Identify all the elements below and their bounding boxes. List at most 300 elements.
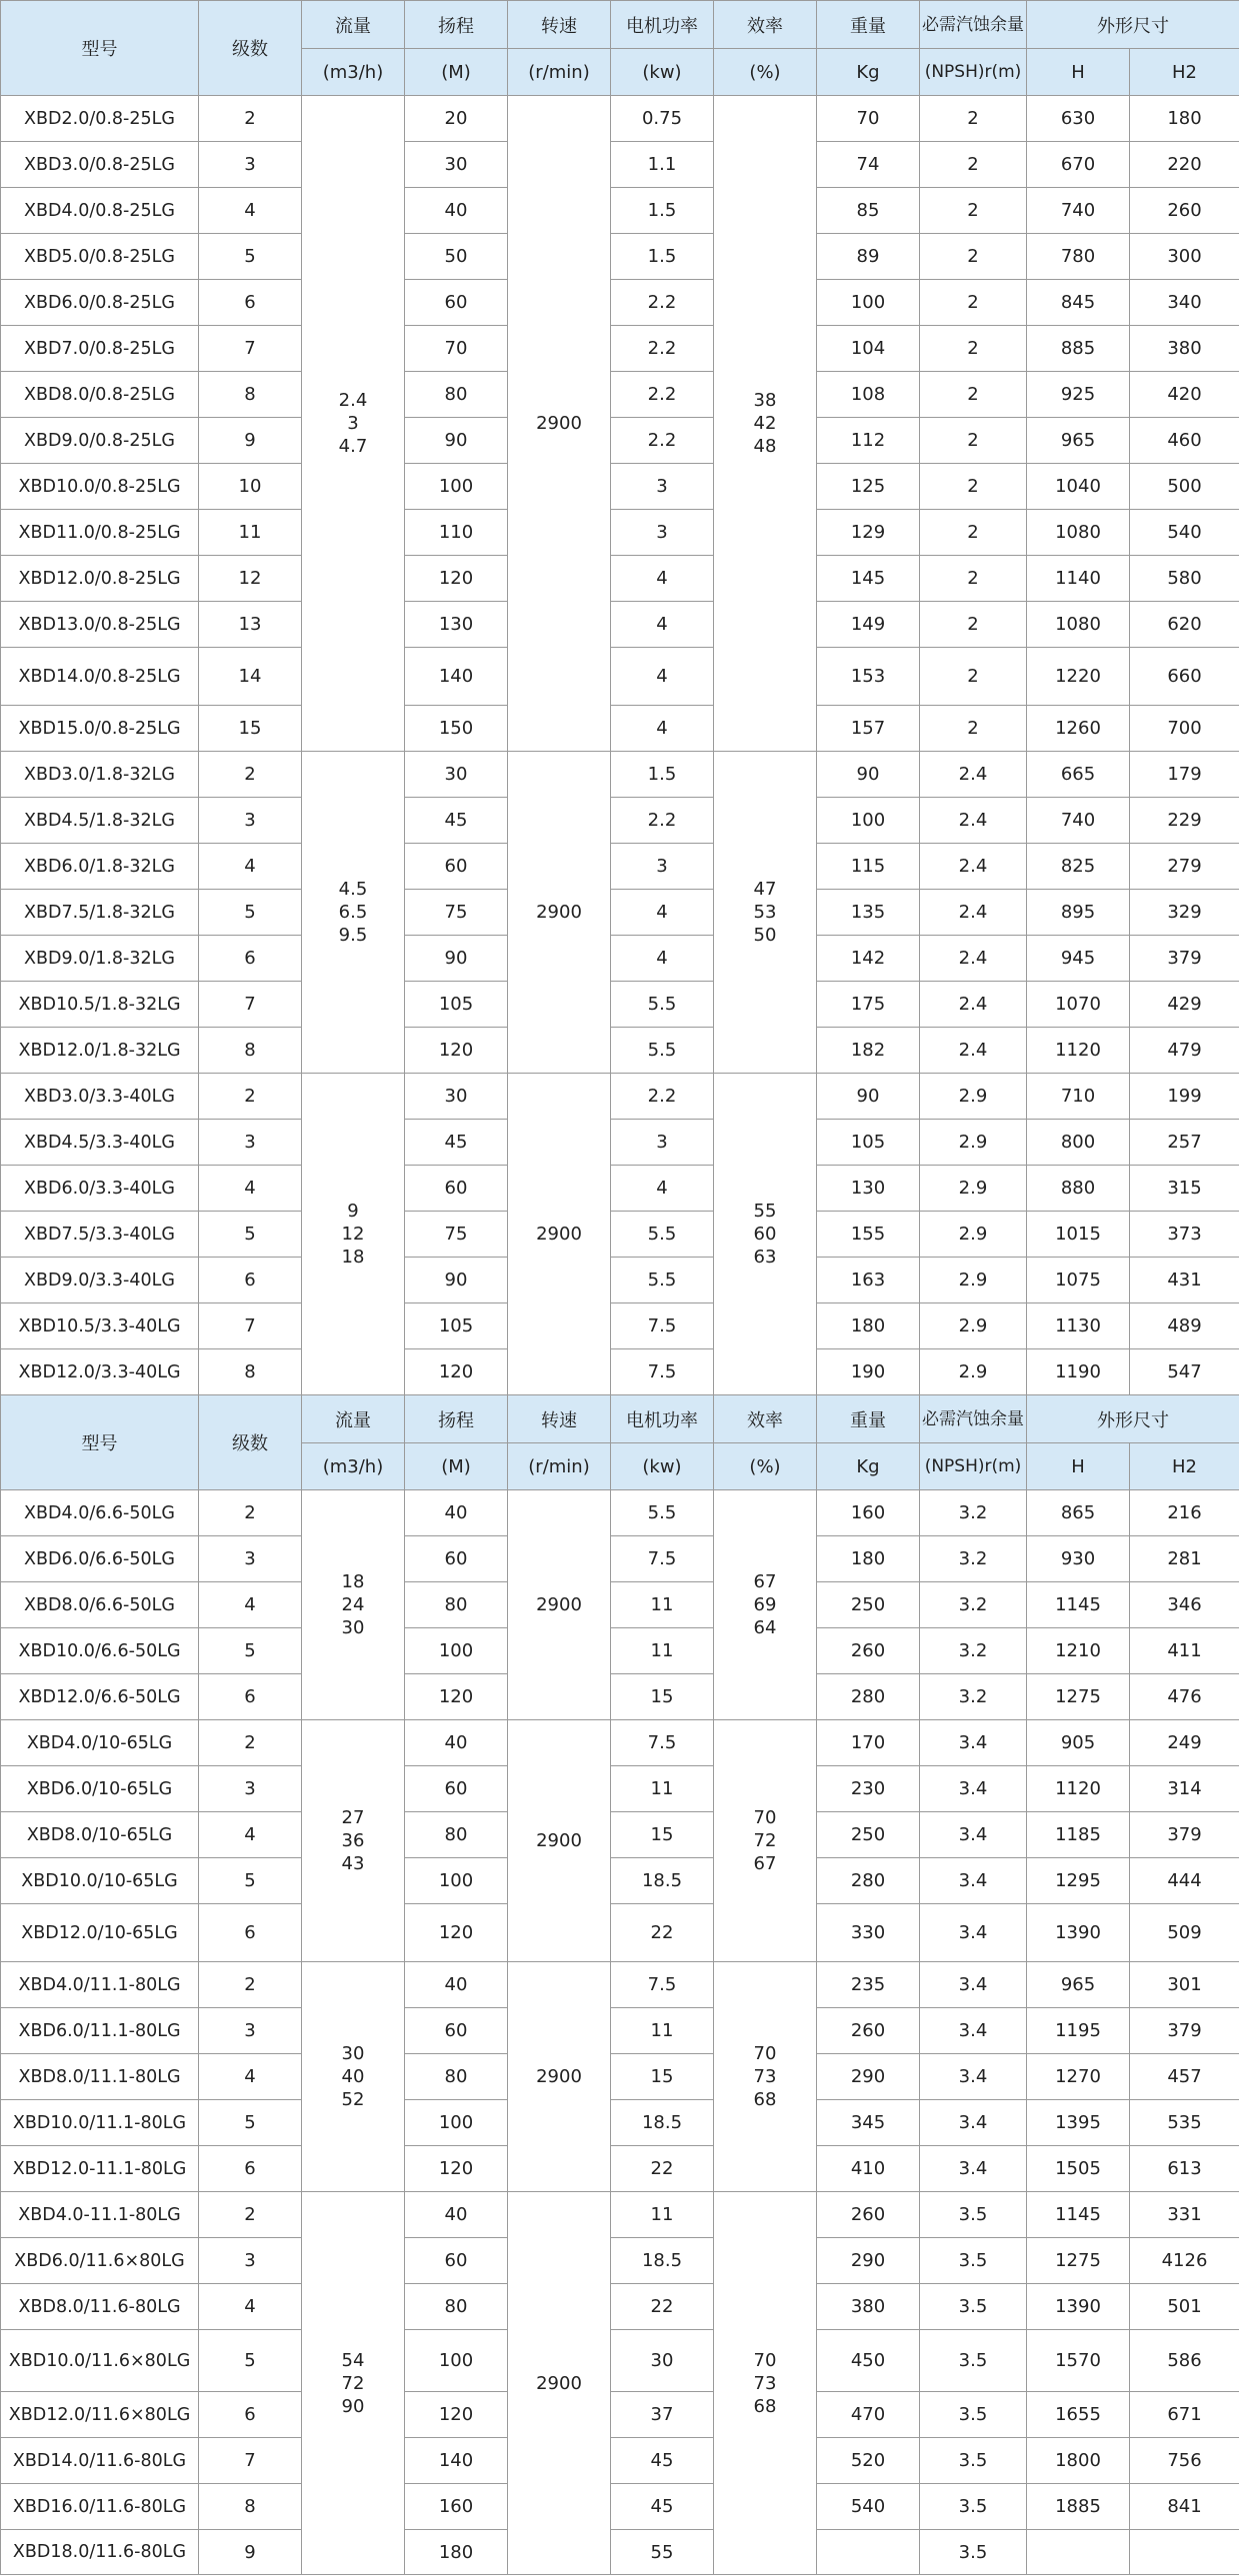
unit-power: (kw) — [611, 49, 714, 96]
npsh-cell: 3.2 — [920, 1536, 1027, 1582]
power-cell: 5.5 — [611, 982, 714, 1028]
table-row — [1, 326, 1239, 372]
h-cell: 630 — [1027, 96, 1130, 142]
h-cell: 1140 — [1027, 556, 1130, 602]
power-cell: 1.5 — [611, 188, 714, 234]
power-cell: 11 — [611, 1766, 714, 1812]
stages-cell: 2 — [199, 1490, 302, 1536]
h-cell: 670 — [1027, 142, 1130, 188]
header-flow: 流量 — [302, 1395, 405, 1443]
head-cell: 120 — [405, 2146, 508, 2192]
h2-cell: 841 — [1130, 2484, 1239, 2530]
h-cell: 800 — [1027, 1120, 1130, 1166]
stages-cell: 5 — [199, 234, 302, 280]
h-cell: 1120 — [1027, 1028, 1130, 1074]
efficiency-group-cell: 70 73 68 — [714, 1962, 817, 2192]
power-cell: 2.2 — [611, 326, 714, 372]
table-row — [1, 1962, 1239, 2008]
head-cell: 30 — [405, 752, 508, 798]
h2-cell: 180 — [1130, 96, 1239, 142]
table-row — [1, 2392, 1239, 2438]
flow-group-cell: 9 12 18 — [302, 1074, 405, 1395]
header-weight: 重量 — [817, 1, 920, 49]
efficiency-group-cell: 67 69 64 — [714, 1490, 817, 1720]
weight-cell: 260 — [817, 2008, 920, 2054]
model-cell: XBD6.0/11.6×80LG — [1, 2238, 199, 2284]
h2-cell: 460 — [1130, 418, 1239, 464]
h-cell: 965 — [1027, 418, 1130, 464]
npsh-cell: 2.4 — [920, 982, 1027, 1028]
h2-cell: 216 — [1130, 1490, 1239, 1536]
h-cell: 780 — [1027, 234, 1130, 280]
stages-cell: 10 — [199, 464, 302, 510]
head-cell: 80 — [405, 1582, 508, 1628]
weight-cell: 182 — [817, 1028, 920, 1074]
h-cell: 885 — [1027, 326, 1130, 372]
stages-cell: 4 — [199, 844, 302, 890]
head-cell: 120 — [405, 1904, 508, 1962]
npsh-cell: 3.4 — [920, 1904, 1027, 1962]
head-cell: 40 — [405, 2192, 508, 2238]
table-row — [1, 1674, 1239, 1720]
flow-group-cell: 54 72 90 — [302, 2192, 405, 2575]
power-cell: 15 — [611, 1674, 714, 1720]
weight-cell: 112 — [817, 418, 920, 464]
h2-cell: 586 — [1130, 2330, 1239, 2392]
h-cell: 1145 — [1027, 2192, 1130, 2238]
npsh-cell: 2.9 — [920, 1258, 1027, 1303]
npsh-cell: 2 — [920, 510, 1027, 556]
weight-cell: 145 — [817, 556, 920, 602]
stages-cell: 6 — [199, 2146, 302, 2192]
unit-speed: (r/min) — [508, 49, 611, 96]
power-cell: 11 — [611, 1582, 714, 1628]
header-row — [1, 1, 1239, 49]
head-cell: 60 — [405, 2008, 508, 2054]
table-row — [1, 2330, 1239, 2392]
weight-cell: 180 — [817, 1303, 920, 1349]
model-cell: XBD10.0/6.6-50LG — [1, 1628, 199, 1674]
table-row — [1, 936, 1239, 982]
power-cell: 15 — [611, 1812, 714, 1858]
weight-cell: 163 — [817, 1258, 920, 1303]
model-cell: XBD14.0/0.8-25LG — [1, 648, 199, 706]
flow-group-cell: 27 36 43 — [302, 1720, 405, 1962]
power-cell: 3 — [611, 510, 714, 556]
header-dimensions: 外形尺寸 — [1027, 1, 1239, 49]
model-cell: XBD3.0/3.3-40LG — [1, 1074, 199, 1120]
table-row — [1, 2438, 1239, 2484]
stages-cell: 7 — [199, 2438, 302, 2484]
h-cell: 925 — [1027, 372, 1130, 418]
h2-cell: 249 — [1130, 1720, 1239, 1766]
h2-cell: 260 — [1130, 188, 1239, 234]
model-cell: XBD9.0/0.8-25LG — [1, 418, 199, 464]
table-row — [1, 1720, 1239, 1766]
header-flow: 流量 — [302, 1, 405, 49]
head-cell: 90 — [405, 1258, 508, 1303]
h-cell: 895 — [1027, 890, 1130, 936]
head-cell: 80 — [405, 372, 508, 418]
head-cell: 80 — [405, 2284, 508, 2330]
power-cell: 7.5 — [611, 1303, 714, 1349]
head-cell: 180 — [405, 2530, 508, 2575]
stages-cell: 4 — [199, 188, 302, 234]
h2-cell: 671 — [1130, 2392, 1239, 2438]
header-efficiency: 效率 — [714, 1, 817, 49]
npsh-cell: 3.2 — [920, 1582, 1027, 1628]
header-model: 型号 — [1, 1, 199, 96]
model-cell: XBD12.0-11.1-80LG — [1, 2146, 199, 2192]
weight-cell: 470 — [817, 2392, 920, 2438]
npsh-cell: 3.4 — [920, 1766, 1027, 1812]
h2-cell: 509 — [1130, 1904, 1239, 1962]
weight-cell: 142 — [817, 936, 920, 982]
power-cell: 1.5 — [611, 234, 714, 280]
head-cell: 60 — [405, 1166, 508, 1212]
stages-cell: 3 — [199, 1536, 302, 1582]
weight-cell: 235 — [817, 1962, 920, 2008]
head-cell: 45 — [405, 1120, 508, 1166]
model-cell: XBD16.0/11.6-80LG — [1, 2484, 199, 2530]
table-row — [1, 2484, 1239, 2530]
efficiency-group-cell: 38 42 48 — [714, 96, 817, 752]
h2-cell: 380 — [1130, 326, 1239, 372]
header-head: 扬程 — [405, 1, 508, 49]
h2-cell: 613 — [1130, 2146, 1239, 2192]
model-cell: XBD13.0/0.8-25LG — [1, 602, 199, 648]
stages-cell: 4 — [199, 1582, 302, 1628]
head-cell: 130 — [405, 602, 508, 648]
h2-cell: 500 — [1130, 464, 1239, 510]
table-row — [1, 2054, 1239, 2100]
npsh-cell: 2 — [920, 96, 1027, 142]
table-row — [1, 982, 1239, 1028]
table-row — [1, 510, 1239, 556]
h-cell: 1390 — [1027, 1904, 1130, 1962]
weight-cell: 260 — [817, 2192, 920, 2238]
power-cell: 5.5 — [611, 1028, 714, 1074]
h2-cell: 547 — [1130, 1349, 1239, 1395]
table-row — [1, 1536, 1239, 1582]
model-cell: XBD6.0/3.3-40LG — [1, 1166, 199, 1212]
model-cell: XBD2.0/0.8-25LG — [1, 96, 199, 142]
npsh-cell: 2 — [920, 280, 1027, 326]
head-cell: 120 — [405, 556, 508, 602]
model-cell: XBD12.0/1.8-32LG — [1, 1028, 199, 1074]
table-row — [1, 602, 1239, 648]
head-cell: 60 — [405, 1766, 508, 1812]
table-row — [1, 372, 1239, 418]
weight-cell: 280 — [817, 1674, 920, 1720]
unit-efficiency: (%) — [714, 1443, 817, 1490]
weight-cell: 85 — [817, 188, 920, 234]
h2-cell: 300 — [1130, 234, 1239, 280]
head-cell: 75 — [405, 890, 508, 936]
table-row — [1, 1028, 1239, 1074]
power-cell: 18.5 — [611, 2100, 714, 2146]
unit-h2: H2 — [1130, 1443, 1239, 1490]
weight-cell: 105 — [817, 1120, 920, 1166]
model-cell: XBD5.0/0.8-25LG — [1, 234, 199, 280]
power-cell: 3 — [611, 844, 714, 890]
table-row — [1, 188, 1239, 234]
unit-flow: (m3/h) — [302, 1443, 405, 1490]
h-cell: 1210 — [1027, 1628, 1130, 1674]
model-cell: XBD4.0/0.8-25LG — [1, 188, 199, 234]
npsh-cell: 2 — [920, 234, 1027, 280]
weight-cell: 100 — [817, 798, 920, 844]
stages-cell: 9 — [199, 2530, 302, 2575]
head-cell: 40 — [405, 1720, 508, 1766]
model-cell: XBD11.0/0.8-25LG — [1, 510, 199, 556]
stages-cell: 5 — [199, 2100, 302, 2146]
table-row — [1, 234, 1239, 280]
head-cell: 40 — [405, 1490, 508, 1536]
table-row — [1, 2146, 1239, 2192]
h-cell: 1390 — [1027, 2284, 1130, 2330]
power-cell: 7.5 — [611, 1349, 714, 1395]
npsh-cell: 3.4 — [920, 2054, 1027, 2100]
weight-cell: 90 — [817, 1074, 920, 1120]
stages-cell: 8 — [199, 1349, 302, 1395]
npsh-cell: 2.9 — [920, 1349, 1027, 1395]
h2-cell: 331 — [1130, 2192, 1239, 2238]
model-cell: XBD15.0/0.8-25LG — [1, 706, 199, 752]
power-cell: 18.5 — [611, 1858, 714, 1904]
power-cell: 3 — [611, 1120, 714, 1166]
table-row — [1, 280, 1239, 326]
model-cell: XBD3.0/1.8-32LG — [1, 752, 199, 798]
stages-cell: 14 — [199, 648, 302, 706]
stages-cell: 3 — [199, 1120, 302, 1166]
model-cell: XBD12.0/0.8-25LG — [1, 556, 199, 602]
table-body — [1, 1, 1239, 2575]
weight-cell: 153 — [817, 648, 920, 706]
h2-cell: 329 — [1130, 890, 1239, 936]
power-cell: 22 — [611, 1904, 714, 1962]
h2-cell: 444 — [1130, 1858, 1239, 1904]
table-row — [1, 1766, 1239, 1812]
header-model: 型号 — [1, 1395, 199, 1490]
stages-cell: 15 — [199, 706, 302, 752]
h-cell: 1270 — [1027, 2054, 1130, 2100]
h2-cell: 279 — [1130, 844, 1239, 890]
table-row — [1, 2238, 1239, 2284]
header-head: 扬程 — [405, 1395, 508, 1443]
h2-cell: 179 — [1130, 752, 1239, 798]
h2-cell: 476 — [1130, 1674, 1239, 1720]
unit-efficiency: (%) — [714, 49, 817, 96]
h-cell: 845 — [1027, 280, 1130, 326]
h-cell: 965 — [1027, 1962, 1130, 2008]
unit-flow: (m3/h) — [302, 49, 405, 96]
npsh-cell: 2.9 — [920, 1166, 1027, 1212]
npsh-cell: 2.4 — [920, 798, 1027, 844]
table-row — [1, 752, 1239, 798]
model-cell: XBD12.0/10-65LG — [1, 1904, 199, 1962]
head-cell: 150 — [405, 706, 508, 752]
power-cell: 4 — [611, 648, 714, 706]
power-cell: 2.2 — [611, 798, 714, 844]
header-efficiency: 效率 — [714, 1395, 817, 1443]
header-stages: 级数 — [199, 1395, 302, 1490]
model-cell: XBD6.0/1.8-32LG — [1, 844, 199, 890]
npsh-cell: 3.4 — [920, 2146, 1027, 2192]
npsh-cell: 2.4 — [920, 752, 1027, 798]
table-row — [1, 1490, 1239, 1536]
table-row — [1, 96, 1239, 142]
power-cell: 5.5 — [611, 1258, 714, 1303]
h-cell — [1027, 2530, 1130, 2575]
npsh-cell: 2 — [920, 464, 1027, 510]
stages-cell: 13 — [199, 602, 302, 648]
flow-group-cell: 30 40 52 — [302, 1962, 405, 2192]
stages-cell: 7 — [199, 982, 302, 1028]
model-cell: XBD7.5/3.3-40LG — [1, 1212, 199, 1258]
npsh-cell: 2.4 — [920, 844, 1027, 890]
power-cell: 4 — [611, 556, 714, 602]
table-row — [1, 556, 1239, 602]
h-cell: 740 — [1027, 798, 1130, 844]
h-cell: 1220 — [1027, 648, 1130, 706]
model-cell: XBD4.5/1.8-32LG — [1, 798, 199, 844]
power-cell: 5.5 — [611, 1212, 714, 1258]
speed-group-cell: 2900 — [508, 1074, 611, 1395]
npsh-cell: 3.5 — [920, 2238, 1027, 2284]
unit-speed: (r/min) — [508, 1443, 611, 1490]
h2-cell: 379 — [1130, 936, 1239, 982]
model-cell: XBD10.0/11.6×80LG — [1, 2330, 199, 2392]
power-cell: 45 — [611, 2438, 714, 2484]
h2-cell: 700 — [1130, 706, 1239, 752]
npsh-cell: 2.9 — [920, 1074, 1027, 1120]
stages-cell: 5 — [199, 2330, 302, 2392]
head-cell: 30 — [405, 1074, 508, 1120]
header-stages: 级数 — [199, 1, 302, 96]
h2-cell: 457 — [1130, 2054, 1239, 2100]
npsh-cell: 3.2 — [920, 1490, 1027, 1536]
model-cell: XBD4.0/11.1-80LG — [1, 1962, 199, 2008]
table-row — [1, 706, 1239, 752]
model-cell: XBD6.0/10-65LG — [1, 1766, 199, 1812]
h2-cell: 257 — [1130, 1120, 1239, 1166]
h-cell: 1275 — [1027, 1674, 1130, 1720]
h-cell: 1145 — [1027, 1582, 1130, 1628]
stages-cell: 3 — [199, 1766, 302, 1812]
npsh-cell: 2.4 — [920, 890, 1027, 936]
table-row — [1, 2192, 1239, 2238]
h2-cell: 315 — [1130, 1166, 1239, 1212]
head-cell: 40 — [405, 1962, 508, 2008]
power-cell: 2.2 — [611, 280, 714, 326]
npsh-cell: 2.9 — [920, 1120, 1027, 1166]
table-row — [1, 1812, 1239, 1858]
stages-cell: 3 — [199, 2008, 302, 2054]
model-cell: XBD8.0/10-65LG — [1, 1812, 199, 1858]
head-cell: 100 — [405, 2330, 508, 2392]
header-weight: 重量 — [817, 1395, 920, 1443]
weight-cell: 175 — [817, 982, 920, 1028]
header-npsh: 必需汽蚀余量 — [920, 1395, 1027, 1443]
weight-cell: 250 — [817, 1812, 920, 1858]
head-cell: 40 — [405, 188, 508, 234]
table-row — [1, 1858, 1239, 1904]
model-cell: XBD12.0/11.6×80LG — [1, 2392, 199, 2438]
npsh-cell: 2 — [920, 188, 1027, 234]
h2-cell: 489 — [1130, 1303, 1239, 1349]
h-cell: 1800 — [1027, 2438, 1130, 2484]
head-cell: 60 — [405, 2238, 508, 2284]
h-cell: 1260 — [1027, 706, 1130, 752]
npsh-cell: 3.5 — [920, 2438, 1027, 2484]
head-cell: 80 — [405, 2054, 508, 2100]
weight-cell: 290 — [817, 2238, 920, 2284]
stages-cell: 5 — [199, 890, 302, 936]
model-cell: XBD8.0/11.1-80LG — [1, 2054, 199, 2100]
model-cell: XBD10.0/0.8-25LG — [1, 464, 199, 510]
weight-cell: 115 — [817, 844, 920, 890]
table-row — [1, 2100, 1239, 2146]
h-cell: 1080 — [1027, 602, 1130, 648]
table-row — [1, 464, 1239, 510]
table-row — [1, 1074, 1239, 1120]
weight-cell: 104 — [817, 326, 920, 372]
head-cell: 30 — [405, 142, 508, 188]
npsh-cell: 2.9 — [920, 1303, 1027, 1349]
head-cell: 105 — [405, 1303, 508, 1349]
npsh-cell: 3.4 — [920, 2100, 1027, 2146]
weight-cell: 149 — [817, 602, 920, 648]
power-cell: 4 — [611, 602, 714, 648]
head-cell: 60 — [405, 1536, 508, 1582]
power-cell: 0.75 — [611, 96, 714, 142]
speed-group-cell: 2900 — [508, 752, 611, 1074]
npsh-cell: 2 — [920, 372, 1027, 418]
speed-group-cell: 2900 — [508, 1490, 611, 1720]
model-cell: XBD10.5/3.3-40LG — [1, 1303, 199, 1349]
weight-cell — [817, 2530, 920, 2575]
model-cell: XBD4.0/6.6-50LG — [1, 1490, 199, 1536]
npsh-cell: 2 — [920, 602, 1027, 648]
table-row — [1, 798, 1239, 844]
model-cell: XBD4.5/3.3-40LG — [1, 1120, 199, 1166]
table-row — [1, 1212, 1239, 1258]
stages-cell: 6 — [199, 1258, 302, 1303]
weight-cell: 90 — [817, 752, 920, 798]
power-cell: 4 — [611, 890, 714, 936]
power-cell: 15 — [611, 2054, 714, 2100]
h-cell: 880 — [1027, 1166, 1130, 1212]
power-cell: 45 — [611, 2484, 714, 2530]
head-cell: 75 — [405, 1212, 508, 1258]
table-row — [1, 2530, 1239, 2575]
weight-cell: 450 — [817, 2330, 920, 2392]
head-cell: 90 — [405, 936, 508, 982]
stages-cell: 2 — [199, 1962, 302, 2008]
stages-cell: 3 — [199, 798, 302, 844]
model-cell: XBD8.0/11.6-80LG — [1, 2284, 199, 2330]
head-cell: 120 — [405, 2392, 508, 2438]
head-cell: 60 — [405, 280, 508, 326]
power-cell: 2.2 — [611, 1074, 714, 1120]
h2-cell: 620 — [1130, 602, 1239, 648]
weight-cell: 330 — [817, 1904, 920, 1962]
model-cell: XBD6.0/6.6-50LG — [1, 1536, 199, 1582]
npsh-cell: 3.5 — [920, 2284, 1027, 2330]
stages-cell: 8 — [199, 2484, 302, 2530]
stages-cell: 5 — [199, 1212, 302, 1258]
